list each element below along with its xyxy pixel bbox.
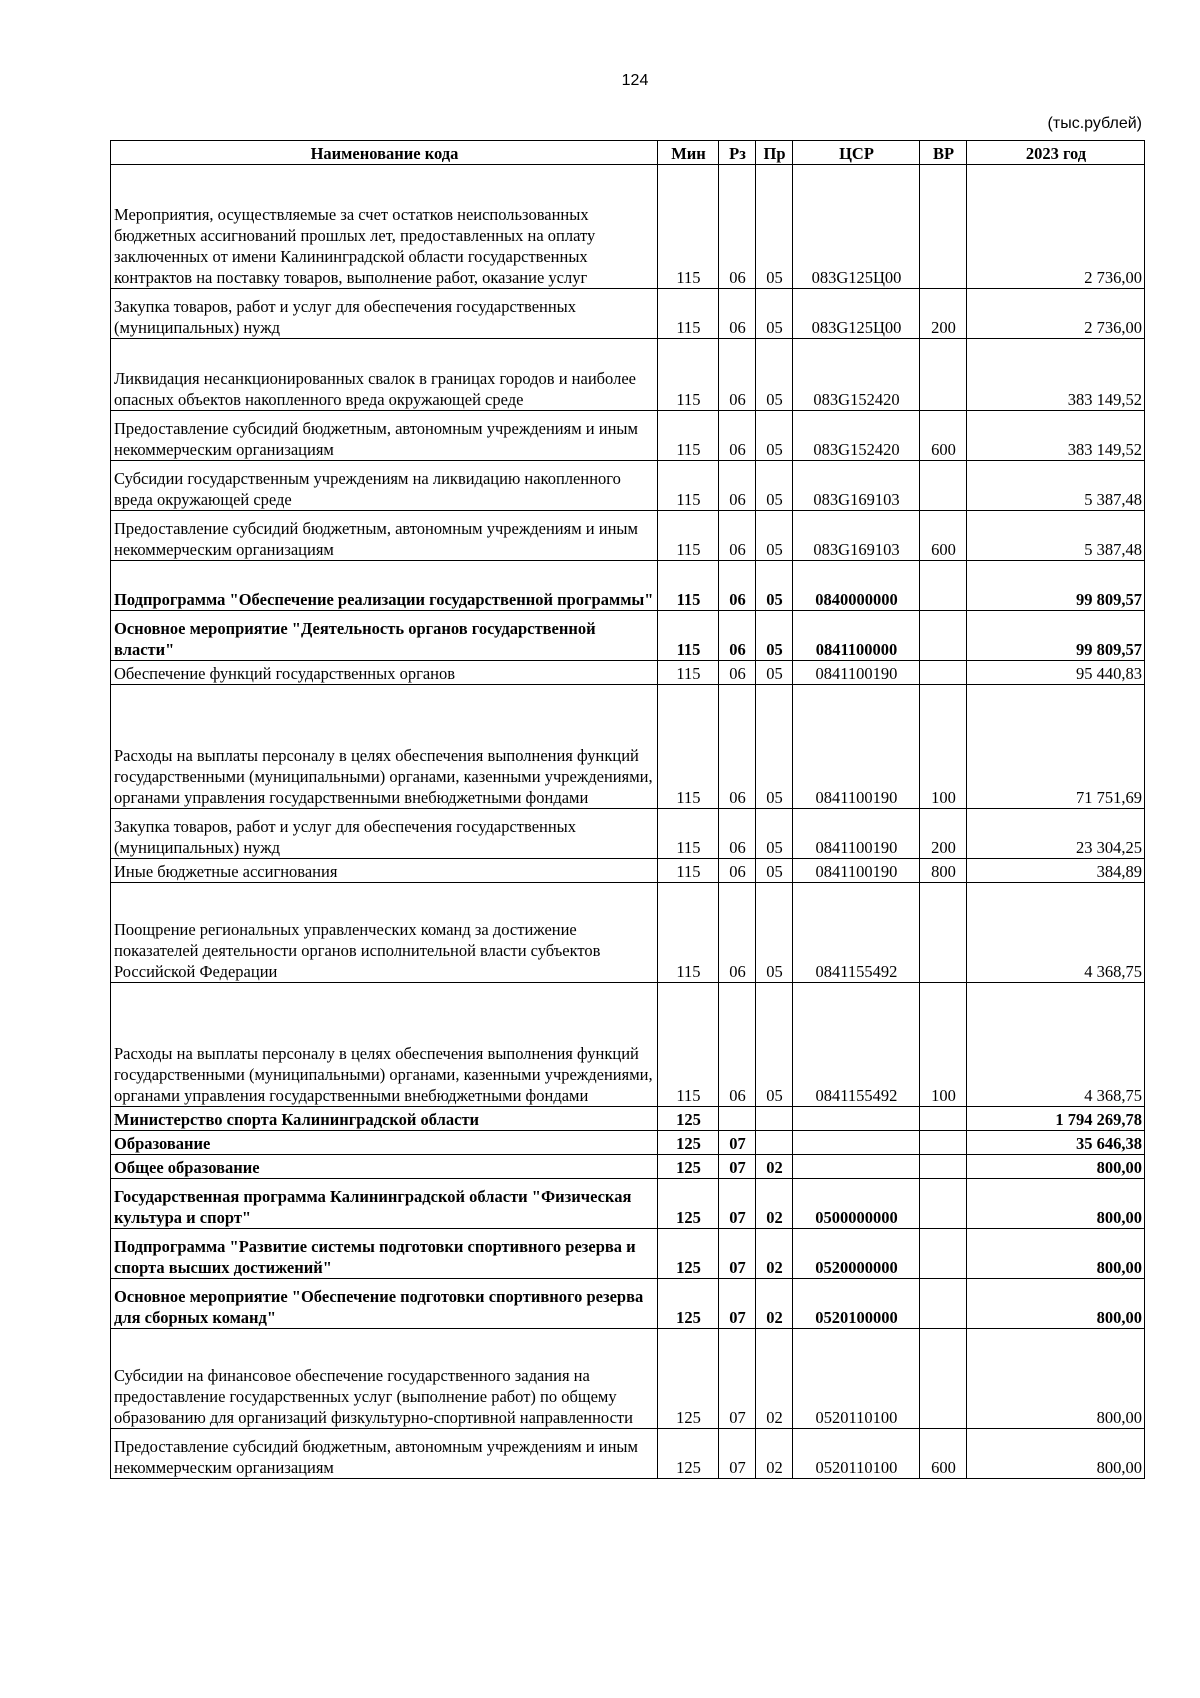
cell-name: Основное мероприятие "Деятельность органов государственной власти" [111, 611, 658, 661]
cell-vr: 100 [920, 685, 967, 809]
cell-csr: 0841155492 [793, 883, 920, 983]
cell-csr: 0500000000 [793, 1179, 920, 1229]
cell-pr: 02 [756, 1155, 793, 1179]
cell-min: 125 [658, 1229, 719, 1279]
cell-pr: 05 [756, 809, 793, 859]
cell-amount: 71 751,69 [967, 685, 1145, 809]
cell-rz: 06 [719, 339, 756, 411]
cell-rz: 06 [719, 859, 756, 883]
table-row [111, 983, 1145, 1107]
cell-min: 115 [658, 289, 719, 339]
cell-amount: 23 304,25 [967, 809, 1145, 859]
table-row [111, 461, 1145, 511]
cell-min: 125 [658, 1155, 719, 1179]
cell-pr: 02 [756, 1329, 793, 1429]
cell-vr [920, 1229, 967, 1279]
cell-csr: 083G125Ц00 [793, 165, 920, 289]
cell-csr: 083G169103 [793, 511, 920, 561]
cell-min: 115 [658, 685, 719, 809]
cell-min: 125 [658, 1329, 719, 1429]
cell-name: Расходы на выплаты персоналу в целях обеспечения выполнения функций государственными (муниципальными) органами, казенными учреждениями, органами управления государственными внебюджетными фондами [111, 983, 658, 1107]
cell-min: 125 [658, 1179, 719, 1229]
cell-min: 125 [658, 1279, 719, 1329]
table-header-row [111, 141, 1145, 165]
cell-vr: 600 [920, 511, 967, 561]
header-name: Наименование кода [111, 141, 658, 165]
cell-csr: 0841100000 [793, 611, 920, 661]
cell-pr [756, 1107, 793, 1131]
cell-rz: 06 [719, 411, 756, 461]
cell-pr: 05 [756, 859, 793, 883]
cell-amount: 2 736,00 [967, 289, 1145, 339]
cell-min: 115 [658, 511, 719, 561]
header-min: Мин [658, 141, 719, 165]
cell-amount: 383 149,52 [967, 411, 1145, 461]
table-row [111, 511, 1145, 561]
cell-name: Закупка товаров, работ и услуг для обеспечения государственных (муниципальных) нужд [111, 289, 658, 339]
cell-rz: 06 [719, 511, 756, 561]
cell-name: Государственная программа Калининградской области "Физическая культура и спорт" [111, 1179, 658, 1229]
cell-pr: 02 [756, 1429, 793, 1479]
page-number: 124 [621, 72, 649, 89]
cell-name: Общее образование [111, 1155, 658, 1179]
header-rz: Рз [719, 141, 756, 165]
cell-pr: 05 [756, 611, 793, 661]
cell-rz: 06 [719, 983, 756, 1107]
table-row [111, 1107, 1145, 1131]
cell-pr: 05 [756, 165, 793, 289]
cell-pr [756, 1131, 793, 1155]
cell-name: Предоставление субсидий бюджетным, автономным учреждениям и иным некоммерческим организациям [111, 411, 658, 461]
cell-min: 115 [658, 461, 719, 511]
cell-vr [920, 1131, 967, 1155]
table-row [111, 1229, 1145, 1279]
cell-rz: 07 [719, 1179, 756, 1229]
cell-min: 125 [658, 1429, 719, 1479]
cell-vr [920, 1107, 967, 1131]
cell-min: 115 [658, 165, 719, 289]
cell-pr: 05 [756, 411, 793, 461]
cell-csr [793, 1107, 920, 1131]
cell-amount: 383 149,52 [967, 339, 1145, 411]
cell-vr [920, 461, 967, 511]
cell-vr: 600 [920, 1429, 967, 1479]
cell-rz: 06 [719, 809, 756, 859]
cell-rz: 06 [719, 165, 756, 289]
cell-min: 115 [658, 859, 719, 883]
cell-csr: 0520100000 [793, 1279, 920, 1329]
table-body [111, 165, 1145, 1479]
cell-rz: 07 [719, 1279, 756, 1329]
cell-pr: 05 [756, 561, 793, 611]
cell-rz: 06 [719, 461, 756, 511]
cell-csr: 0520000000 [793, 1229, 920, 1279]
cell-pr: 05 [756, 339, 793, 411]
cell-min: 125 [658, 1131, 719, 1155]
cell-name: Расходы на выплаты персоналу в целях обеспечения выполнения функций государственными (муниципальными) органами, казенными учреждениями, органами управления государственными внебюджетными фондами [111, 685, 658, 809]
table-row [111, 1155, 1145, 1179]
cell-vr: 200 [920, 289, 967, 339]
cell-amount: 99 809,57 [967, 561, 1145, 611]
cell-name: Основное мероприятие "Обеспечение подготовки спортивного резерва для сборных команд" [111, 1279, 658, 1329]
cell-rz: 07 [719, 1155, 756, 1179]
cell-name: Подпрограмма "Обеспечение реализации государственной программы" [111, 561, 658, 611]
table-row [111, 809, 1145, 859]
cell-pr: 05 [756, 685, 793, 809]
cell-vr [920, 561, 967, 611]
cell-vr [920, 339, 967, 411]
cell-amount: 800,00 [967, 1329, 1145, 1429]
cell-amount: 95 440,83 [967, 661, 1145, 685]
cell-pr: 02 [756, 1279, 793, 1329]
cell-min: 115 [658, 561, 719, 611]
header-year: 2023 год [967, 141, 1145, 165]
cell-name: Обеспечение функций государственных органов [111, 661, 658, 685]
table-row [111, 1329, 1145, 1429]
cell-vr [920, 1279, 967, 1329]
cell-pr: 05 [756, 511, 793, 561]
cell-vr [920, 611, 967, 661]
cell-name: Иные бюджетные ассигнования [111, 859, 658, 883]
cell-csr: 083G152420 [793, 339, 920, 411]
cell-min: 115 [658, 661, 719, 685]
cell-pr: 05 [756, 289, 793, 339]
cell-rz: 07 [719, 1429, 756, 1479]
cell-amount: 800,00 [967, 1229, 1145, 1279]
cell-csr [793, 1155, 920, 1179]
cell-vr: 100 [920, 983, 967, 1107]
cell-name: Поощрение региональных управленческих команд за достижение показателей деятельности органов исполнительной власти субъектов Российской Федерации [111, 883, 658, 983]
cell-csr: 0841100190 [793, 809, 920, 859]
cell-csr: 0840000000 [793, 561, 920, 611]
cell-vr: 600 [920, 411, 967, 461]
cell-vr [920, 165, 967, 289]
cell-name: Мероприятия, осуществляемые за счет остатков неиспользованных бюджетных ассигнований прошлых лет, предоставленных на оплату заключенных от имени Калининградской области государственных контрактов на поставку товаров, выполнение работ, оказание услуг [111, 165, 658, 289]
cell-amount: 1 794 269,78 [967, 1107, 1145, 1131]
cell-vr: 200 [920, 809, 967, 859]
cell-min: 115 [658, 339, 719, 411]
cell-name: Предоставление субсидий бюджетным, автономным учреждениям и иным некоммерческим организациям [111, 1429, 658, 1479]
table-row [111, 661, 1145, 685]
cell-rz [719, 1107, 756, 1131]
cell-csr: 0841100190 [793, 685, 920, 809]
cell-amount: 4 368,75 [967, 883, 1145, 983]
cell-name: Образование [111, 1131, 658, 1155]
cell-pr: 05 [756, 461, 793, 511]
table-row [111, 883, 1145, 983]
cell-min: 115 [658, 883, 719, 983]
cell-amount: 800,00 [967, 1155, 1145, 1179]
cell-csr: 0520110100 [793, 1429, 920, 1479]
header-vr: ВР [920, 141, 967, 165]
budget-table [110, 140, 1145, 1479]
table-row [111, 611, 1145, 661]
cell-vr [920, 1155, 967, 1179]
cell-csr: 0841100190 [793, 859, 920, 883]
cell-csr [793, 1131, 920, 1155]
cell-pr: 05 [756, 983, 793, 1107]
cell-vr [920, 1179, 967, 1229]
cell-pr: 05 [756, 661, 793, 685]
table-row [111, 1279, 1145, 1329]
cell-amount: 5 387,48 [967, 461, 1145, 511]
cell-csr: 083G125Ц00 [793, 289, 920, 339]
cell-amount: 5 387,48 [967, 511, 1145, 561]
table-row [111, 1429, 1145, 1479]
cell-rz: 07 [719, 1229, 756, 1279]
cell-name: Субсидии на финансовое обеспечение государственного задания на предоставление государственных услуг (выполнение работ) по общему образованию для организаций физкультурно-спортивной направленности [111, 1329, 658, 1429]
cell-rz: 06 [719, 661, 756, 685]
cell-amount: 800,00 [967, 1279, 1145, 1329]
cell-name: Закупка товаров, работ и услуг для обеспечения государственных (муниципальных) нужд [111, 809, 658, 859]
cell-name: Субсидии государственным учреждениям на ликвидацию накопленного вреда окружающей среде [111, 461, 658, 511]
cell-rz: 06 [719, 685, 756, 809]
cell-name: Подпрограмма "Развитие системы подготовки спортивного резерва и спорта высших достижений" [111, 1229, 658, 1279]
cell-pr: 02 [756, 1179, 793, 1229]
cell-amount: 800,00 [967, 1429, 1145, 1479]
cell-name: Министерство спорта Калининградской области [111, 1107, 658, 1131]
table-row [111, 411, 1145, 461]
cell-pr: 05 [756, 883, 793, 983]
cell-csr: 083G169103 [793, 461, 920, 511]
cell-min: 115 [658, 611, 719, 661]
cell-vr [920, 883, 967, 983]
cell-rz: 07 [719, 1131, 756, 1155]
cell-vr [920, 661, 967, 685]
cell-vr [920, 1329, 967, 1429]
cell-amount: 4 368,75 [967, 983, 1145, 1107]
cell-amount: 800,00 [967, 1179, 1145, 1229]
cell-min: 115 [658, 411, 719, 461]
cell-csr: 0841100190 [793, 661, 920, 685]
table-row [111, 561, 1145, 611]
table-row [111, 1179, 1145, 1229]
units-note: (тыс.рублей) [1047, 115, 1142, 132]
header-pr: Пр [756, 141, 793, 165]
cell-min: 115 [658, 809, 719, 859]
cell-csr: 083G152420 [793, 411, 920, 461]
cell-amount: 2 736,00 [967, 165, 1145, 289]
header-csr: ЦСР [793, 141, 920, 165]
cell-rz: 06 [719, 561, 756, 611]
table-row [111, 339, 1145, 411]
cell-name: Ликвидация несанкционированных свалок в границах городов и наиболее опасных объектов накопленного вреда окружающей среде [111, 339, 658, 411]
table-row [111, 165, 1145, 289]
cell-pr: 02 [756, 1229, 793, 1279]
cell-name: Предоставление субсидий бюджетным, автономным учреждениям и иным некоммерческим организациям [111, 511, 658, 561]
cell-rz: 06 [719, 883, 756, 983]
cell-csr: 0520110100 [793, 1329, 920, 1429]
cell-amount: 99 809,57 [967, 611, 1145, 661]
cell-rz: 06 [719, 611, 756, 661]
cell-min: 125 [658, 1107, 719, 1131]
cell-amount: 35 646,38 [967, 1131, 1145, 1155]
cell-csr: 0841155492 [793, 983, 920, 1107]
table-row [111, 289, 1145, 339]
table-row [111, 1131, 1145, 1155]
table-row [111, 685, 1145, 809]
table-row [111, 859, 1145, 883]
cell-min: 115 [658, 983, 719, 1107]
cell-rz: 07 [719, 1329, 756, 1429]
cell-amount: 384,89 [967, 859, 1145, 883]
cell-rz: 06 [719, 289, 756, 339]
cell-vr: 800 [920, 859, 967, 883]
